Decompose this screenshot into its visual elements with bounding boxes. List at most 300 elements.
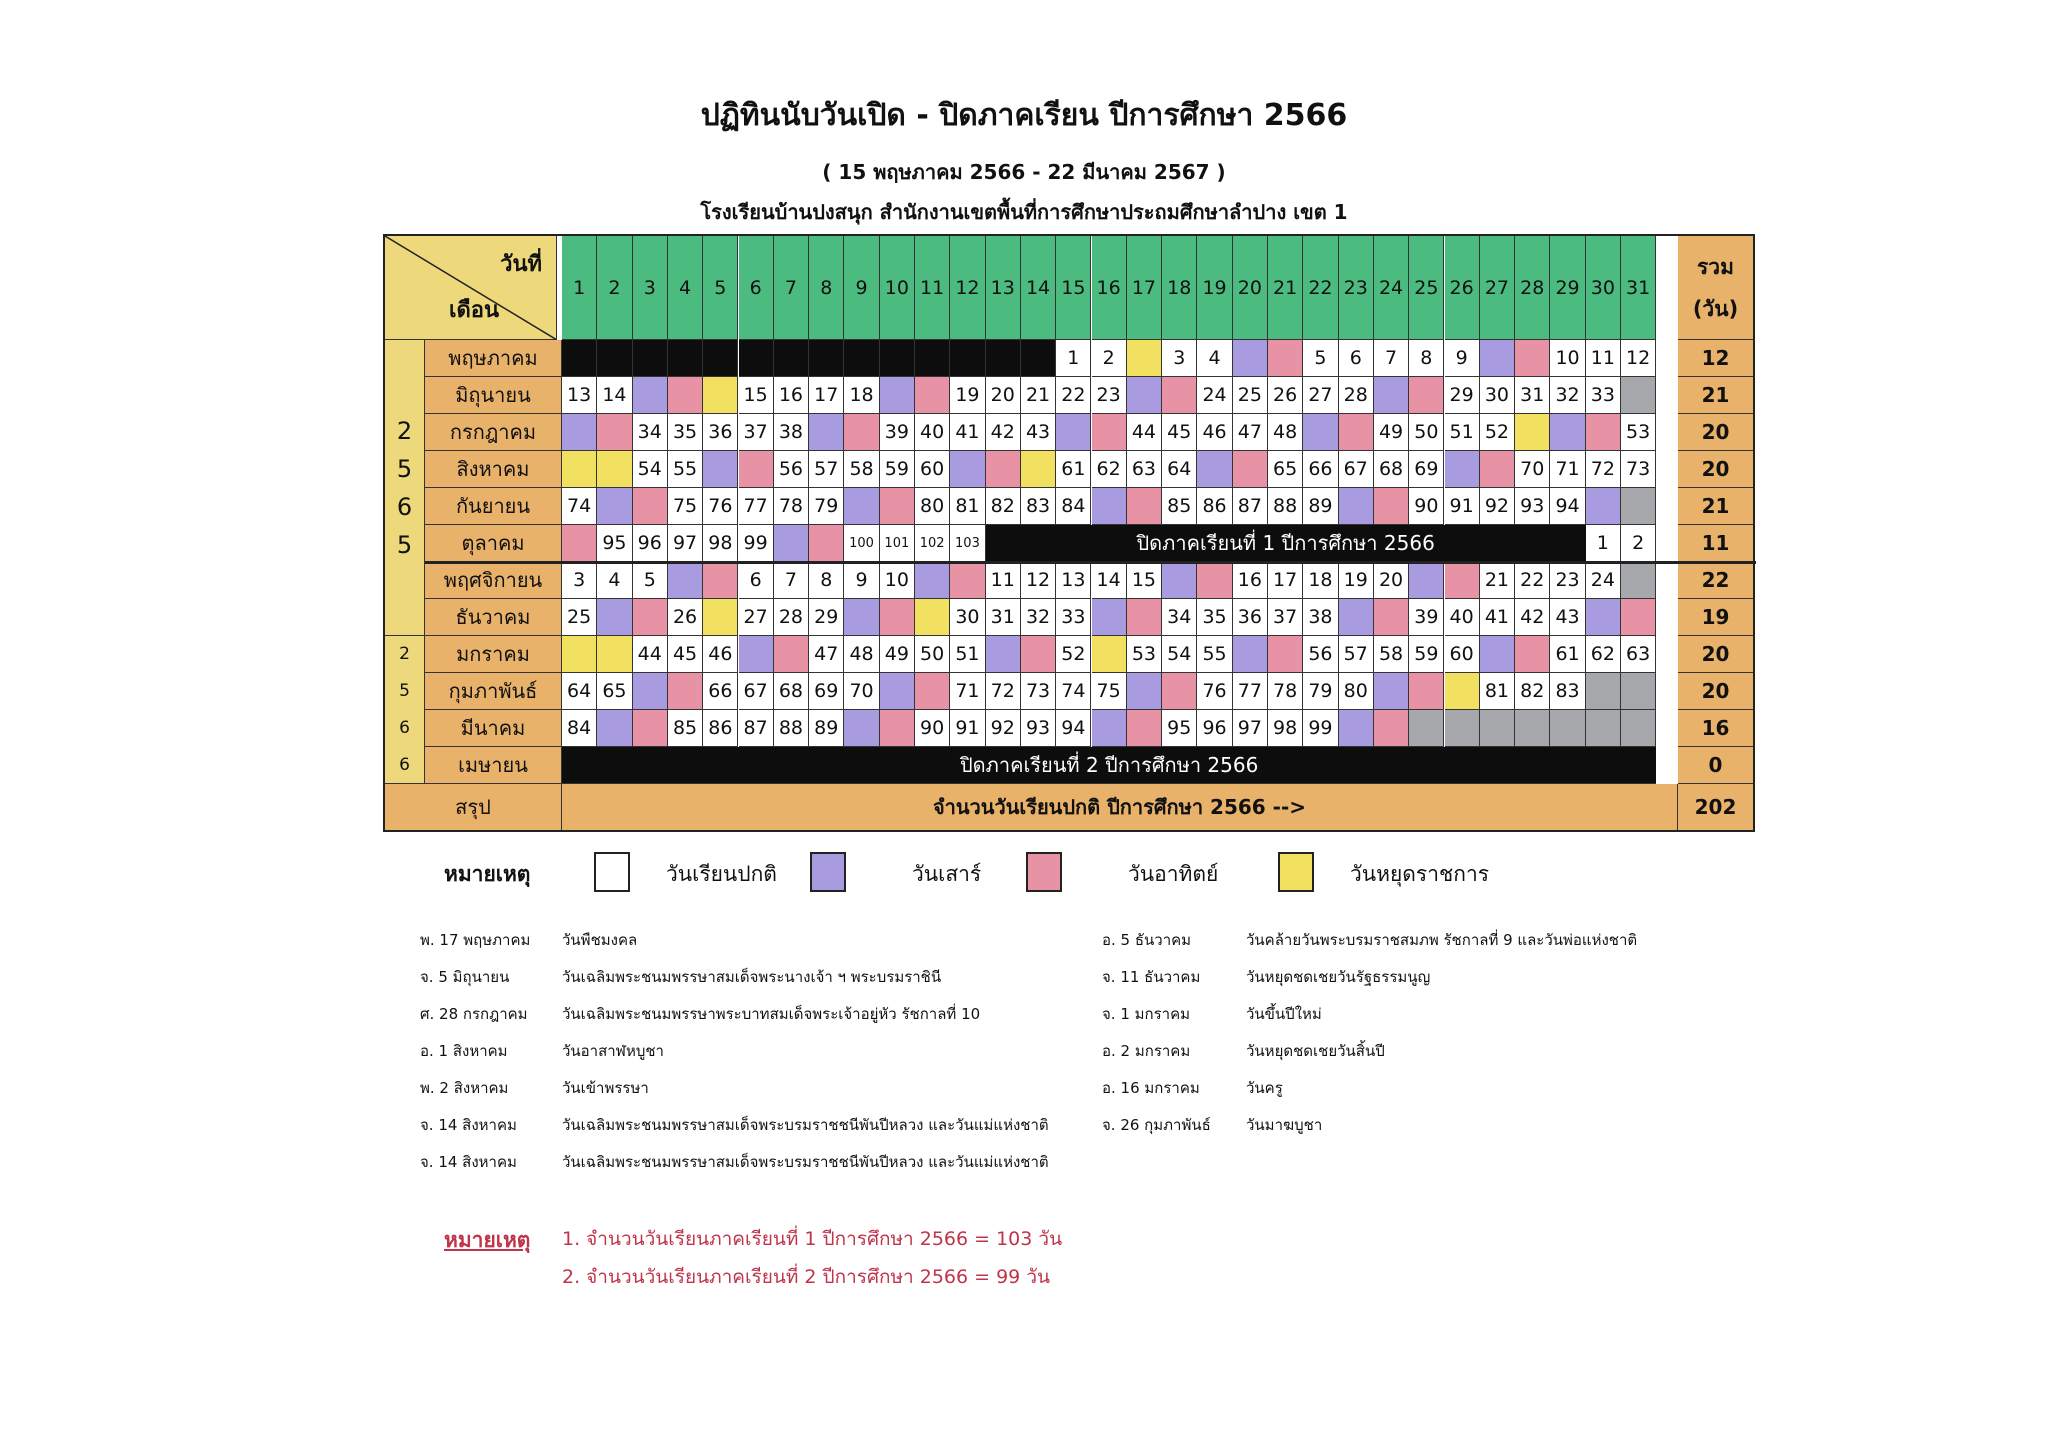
day-cell (1621, 673, 1656, 710)
month-header-label: เดือน (449, 298, 500, 323)
day-cell: 43 (1550, 599, 1585, 636)
day-cell (880, 377, 915, 414)
day-cell: 31 (1515, 377, 1550, 414)
day-cell: 81 (950, 488, 985, 525)
summary-total: 202 (1678, 784, 1753, 830)
day-cell (1197, 451, 1232, 488)
holiday-name: วันหยุดชดเชยวันสิ้นปี (1246, 1042, 1385, 1060)
month-name-cell: มีนาคม (425, 710, 562, 747)
day-cell: 22 (1056, 377, 1091, 414)
day-header-cell: 2 (597, 236, 632, 340)
day-cell (1233, 451, 1268, 488)
holiday-name: วันขึ้นปีใหม่ (1246, 1005, 1322, 1023)
day-cell: 45 (1162, 414, 1197, 451)
day-cell (1515, 710, 1550, 747)
day-cell: 14 (597, 377, 632, 414)
day-cell: 77 (1233, 673, 1268, 710)
day-cell: 93 (1515, 488, 1550, 525)
day-cell (562, 451, 597, 488)
day-cell (1374, 673, 1409, 710)
day-cell: 85 (668, 710, 703, 747)
day-cell: 35 (1197, 599, 1232, 636)
holiday-name: วันพืชมงคล (562, 931, 638, 949)
day-cell (1127, 340, 1162, 377)
day-cell (1162, 562, 1197, 599)
day-cell (1127, 599, 1162, 636)
day-cell (915, 377, 950, 414)
day-cell: 87 (739, 710, 774, 747)
day-cell: 48 (1268, 414, 1303, 451)
day-cell (703, 599, 738, 636)
day-cell: 85 (1162, 488, 1197, 525)
day-cell: 23 (1092, 377, 1127, 414)
day-cell: 7 (1374, 340, 1409, 377)
day-cell (1303, 414, 1338, 451)
day-cell (633, 340, 668, 377)
day-cell (1021, 340, 1056, 377)
day-header-cell: 9 (844, 236, 879, 340)
day-cell (915, 562, 950, 599)
day-cell: 80 (915, 488, 950, 525)
day-cell (880, 710, 915, 747)
day-cell (1021, 636, 1056, 673)
month-total-cell: 16 (1678, 710, 1753, 747)
day-cell: 69 (1409, 451, 1444, 488)
day-cell: 93 (1021, 710, 1056, 747)
day-cell (809, 414, 844, 451)
month-name-cell: มกราคม (425, 636, 562, 673)
day-cell: 57 (1339, 636, 1374, 673)
day-cell: 21 (1480, 562, 1515, 599)
holiday-name: วันเฉลิมพระชนมพรรษาสมเด็จพระบรมราชชนีพันปีหลวง และวันแม่แห่งชาติ (562, 1153, 1049, 1171)
holiday-date: อ. 2 มกราคม (1102, 1042, 1191, 1060)
holiday-date: จ. 14 สิงหาคม (420, 1116, 517, 1134)
day-header-cell: 1 (562, 236, 597, 340)
day-cell (597, 636, 632, 673)
note-line-2: 2. จำนวนวันเรียนภาคเรียนที่ 2 ปีการศึกษา 2566 = 99 วัน (562, 1266, 1050, 1288)
semester-divider (425, 561, 1756, 564)
summary-label: สรุป (385, 784, 562, 830)
holiday-name: วันเฉลิมพระชนมพรรษาสมเด็จพระนางเจ้า ฯ พระบรมราชินี (562, 968, 942, 986)
day-cell: 5 (1303, 340, 1338, 377)
day-cell: 18 (844, 377, 879, 414)
day-cell: 34 (1162, 599, 1197, 636)
day-cell: 21 (1021, 377, 1056, 414)
year-digit: 6 (396, 492, 413, 521)
day-cell (1127, 488, 1162, 525)
day-cell: 20 (1374, 562, 1409, 599)
day-cell: 55 (1197, 636, 1232, 673)
day-header-cell: 14 (1021, 236, 1056, 340)
day-cell: 83 (1021, 488, 1056, 525)
day-cell: 99 (1303, 710, 1338, 747)
month-name-cell: พฤศจิกายน (425, 562, 562, 599)
day-cell: 38 (774, 414, 809, 451)
day-cell: 34 (633, 414, 668, 451)
day-cell: 75 (668, 488, 703, 525)
holiday-name: วันครู (1246, 1079, 1283, 1097)
day-cell: 42 (986, 414, 1021, 451)
day-cell: 97 (1233, 710, 1268, 747)
day-cell: 86 (703, 710, 738, 747)
month-name-cell: ตุลาคม (425, 525, 562, 562)
total-header-bottom: (วัน) (1692, 296, 1739, 321)
day-cell: 61 (1550, 636, 1585, 673)
day-cell (880, 673, 915, 710)
day-cell: 3 (1162, 340, 1197, 377)
day-cell: 70 (1515, 451, 1550, 488)
day-cell: 63 (1621, 636, 1656, 673)
day-cell: 68 (1374, 451, 1409, 488)
day-cell: 41 (950, 414, 985, 451)
day-cell: 28 (1339, 377, 1374, 414)
school-name: โรงเรียนบ้านปงสนุก สำนักงานเขตพื้นที่การศึกษาประถมศึกษาลำปาง เขต 1 (700, 200, 1348, 224)
day-cell (739, 636, 774, 673)
day-cell: 25 (562, 599, 597, 636)
day-cell (668, 340, 703, 377)
day-cell: 50 (1409, 414, 1444, 451)
day-cell: 94 (1550, 488, 1585, 525)
day-cell: 19 (950, 377, 985, 414)
total-header-top: รวม (1697, 254, 1734, 279)
day-cell: 63 (1127, 451, 1162, 488)
day-cell: 8 (809, 562, 844, 599)
day-cell: 103 (950, 525, 985, 562)
day-cell (1233, 340, 1268, 377)
day-cell (950, 451, 985, 488)
day-cell (809, 340, 844, 377)
day-cell: 92 (986, 710, 1021, 747)
day-cell: 99 (739, 525, 774, 562)
day-cell: 66 (1303, 451, 1338, 488)
day-header-cell: 29 (1550, 236, 1585, 340)
day-cell: 43 (1021, 414, 1056, 451)
day-cell: 80 (1339, 673, 1374, 710)
month-total-cell: 21 (1678, 488, 1753, 525)
day-header-cell: 28 (1515, 236, 1550, 340)
day-header-cell: 5 (703, 236, 738, 340)
legend-swatch (810, 852, 846, 892)
day-cell (1021, 451, 1056, 488)
day-cell (668, 562, 703, 599)
month-total-cell: 20 (1678, 636, 1753, 673)
day-cell (880, 488, 915, 525)
day-cell: 17 (1268, 562, 1303, 599)
day-cell (1339, 414, 1374, 451)
year-cell-2566 (385, 636, 425, 784)
day-cell: 47 (1233, 414, 1268, 451)
day-cell: 2 (1092, 340, 1127, 377)
day-cell: 1 (1586, 525, 1621, 562)
legend-title: หมายเหตุ (444, 862, 531, 886)
holiday-date: อ. 1 สิงหาคม (420, 1042, 508, 1060)
day-header-cell: 10 (880, 236, 915, 340)
day-cell (1480, 340, 1515, 377)
day-cell (986, 340, 1021, 377)
year-digit: 5 (399, 680, 410, 701)
day-cell (1586, 488, 1621, 525)
holiday-name: วันหยุดชดเชยวันรัฐธรรมนูญ (1246, 968, 1431, 986)
day-cell: 86 (1197, 488, 1232, 525)
day-cell (1374, 710, 1409, 747)
day-cell: 56 (1303, 636, 1338, 673)
day-cell: 13 (562, 377, 597, 414)
day-cell: 30 (950, 599, 985, 636)
day-cell: 49 (880, 636, 915, 673)
day-header-cell: 26 (1445, 236, 1480, 340)
day-cell: 50 (915, 636, 950, 673)
day-header-cell: 20 (1233, 236, 1268, 340)
month-name-cell: เมษายน (425, 747, 562, 784)
day-header-cell: 7 (774, 236, 809, 340)
closed-term-band: ปิดภาคเรียนที่ 1 ปีการศึกษา 2566 (986, 525, 1586, 562)
holiday-name: วันอาสาฬหบูชา (562, 1042, 664, 1060)
day-cell: 11 (986, 562, 1021, 599)
day-header-cell: 21 (1268, 236, 1303, 340)
holiday-date: จ. 1 มกราคม (1102, 1005, 1191, 1023)
day-cell: 91 (1445, 488, 1480, 525)
legend-swatch (594, 852, 630, 892)
day-cell (1480, 451, 1515, 488)
day-cell: 54 (1162, 636, 1197, 673)
day-cell: 94 (1056, 710, 1091, 747)
day-cell: 49 (1374, 414, 1409, 451)
day-cell: 61 (1056, 451, 1091, 488)
holiday-name: วันมาฆบูชา (1246, 1116, 1323, 1134)
day-cell: 71 (950, 673, 985, 710)
note-line-1: 1. จำนวนวันเรียนภาคเรียนที่ 1 ปีการศึกษา 2566 = 103 วัน (562, 1228, 1063, 1250)
day-cell: 72 (986, 673, 1021, 710)
day-cell: 91 (950, 710, 985, 747)
day-cell: 10 (880, 562, 915, 599)
day-cell: 7 (774, 562, 809, 599)
year-digit: 5 (396, 454, 413, 483)
day-cell: 17 (809, 377, 844, 414)
day-cell: 60 (1445, 636, 1480, 673)
day-cell (1056, 414, 1091, 451)
day-cell: 3 (562, 562, 597, 599)
month-total-cell: 11 (1678, 525, 1753, 562)
day-cell (562, 636, 597, 673)
day-cell (739, 451, 774, 488)
day-cell (668, 673, 703, 710)
day-cell: 47 (809, 636, 844, 673)
day-cell (1515, 414, 1550, 451)
day-cell: 13 (1056, 562, 1091, 599)
year-digit: 2 (396, 416, 413, 445)
day-cell (1197, 562, 1232, 599)
day-cell: 87 (1233, 488, 1268, 525)
day-cell: 59 (1409, 636, 1444, 673)
day-cell (915, 673, 950, 710)
month-name-cell: พฤษภาคม (425, 340, 562, 377)
notes-title: หมายเหตุ (444, 1228, 531, 1252)
day-cell: 82 (1515, 673, 1550, 710)
day-cell (633, 599, 668, 636)
day-cell (1586, 673, 1621, 710)
page-subtitle: ( 15 พฤษภาคม 2566 - 22 มีนาคม 2567 ) (822, 160, 1226, 184)
day-cell: 52 (1056, 636, 1091, 673)
day-cell: 58 (1374, 636, 1409, 673)
legend-swatch (1278, 852, 1314, 892)
day-cell (1092, 414, 1127, 451)
month-name-cell: กันยายน (425, 488, 562, 525)
day-cell (597, 451, 632, 488)
holiday-date: จ. 11 ธันวาคม (1102, 968, 1201, 986)
day-cell: 64 (1162, 451, 1197, 488)
day-cell: 56 (774, 451, 809, 488)
month-total-cell: 20 (1678, 414, 1753, 451)
day-header-cell: 30 (1586, 236, 1621, 340)
day-cell (1515, 636, 1550, 673)
day-cell: 98 (703, 525, 738, 562)
day-cell: 36 (1233, 599, 1268, 636)
holiday-name: วันเฉลิมพระชนมพรรษาสมเด็จพระบรมราชชนีพันปีหลวง และวันแม่แห่งชาติ (562, 1116, 1049, 1134)
day-cell (1339, 599, 1374, 636)
day-cell (1374, 599, 1409, 636)
day-header-cell: 15 (1056, 236, 1091, 340)
year-digit: 6 (399, 754, 410, 775)
day-cell: 4 (597, 562, 632, 599)
day-cell: 83 (1550, 673, 1585, 710)
day-cell: 79 (809, 488, 844, 525)
day-cell (633, 673, 668, 710)
day-cell (739, 340, 774, 377)
day-cell (1445, 710, 1480, 747)
day-cell: 46 (1197, 414, 1232, 451)
day-cell: 73 (1621, 451, 1656, 488)
day-cell (1480, 710, 1515, 747)
day-cell: 92 (1480, 488, 1515, 525)
day-cell: 20 (986, 377, 1021, 414)
day-cell (774, 636, 809, 673)
day-header-cell: 6 (739, 236, 774, 340)
day-cell: 76 (703, 488, 738, 525)
day-header-cell: 4 (668, 236, 703, 340)
day-cell: 41 (1480, 599, 1515, 636)
day-cell: 89 (1303, 488, 1338, 525)
day-cell: 53 (1127, 636, 1162, 673)
day-cell: 4 (1197, 340, 1232, 377)
month-name-cell: มิถุนายน (425, 377, 562, 414)
summary-text: จำนวนวันเรียนปกติ ปีการศึกษา 2566 --> (562, 784, 1678, 830)
holiday-name: วันคล้ายวันพระบรมราชสมภพ รัชกาลที่ 9 และวันพ่อแห่งชาติ (1246, 931, 1638, 949)
day-cell (1586, 599, 1621, 636)
day-cell (1621, 710, 1656, 747)
day-cell (1621, 562, 1656, 599)
day-cell: 84 (562, 710, 597, 747)
day-cell: 88 (774, 710, 809, 747)
day-header-cell: 25 (1409, 236, 1444, 340)
day-cell (774, 340, 809, 377)
holiday-date: จ. 26 กุมภาพันธ์ (1102, 1116, 1211, 1134)
day-cell (1550, 414, 1585, 451)
day-cell: 44 (633, 636, 668, 673)
day-cell: 29 (1445, 377, 1480, 414)
holiday-date: จ. 5 มิถุนายน (420, 968, 510, 986)
day-cell: 14 (1092, 562, 1127, 599)
day-cell: 69 (809, 673, 844, 710)
day-cell: 39 (1409, 599, 1444, 636)
legend-label: วันเรียนปกติ (666, 862, 777, 886)
day-cell (1268, 636, 1303, 673)
day-cell: 67 (739, 673, 774, 710)
day-cell (844, 710, 879, 747)
day-cell (1268, 340, 1303, 377)
day-cell: 27 (739, 599, 774, 636)
day-cell (703, 451, 738, 488)
day-cell: 74 (562, 488, 597, 525)
year-digit: 5 (396, 530, 413, 559)
day-cell (1409, 562, 1444, 599)
day-cell (597, 710, 632, 747)
day-cell: 71 (1550, 451, 1585, 488)
day-cell (1339, 488, 1374, 525)
day-cell (844, 488, 879, 525)
day-cell: 51 (950, 636, 985, 673)
day-cell: 96 (633, 525, 668, 562)
month-total-cell: 20 (1678, 451, 1753, 488)
day-cell: 40 (915, 414, 950, 451)
day-cell: 24 (1197, 377, 1232, 414)
day-cell: 46 (703, 636, 738, 673)
day-header-cell: 24 (1374, 236, 1409, 340)
day-cell: 40 (1445, 599, 1480, 636)
day-cell (1445, 562, 1480, 599)
day-cell: 31 (986, 599, 1021, 636)
day-cell: 22 (1515, 562, 1550, 599)
day-cell: 57 (809, 451, 844, 488)
day-cell (1092, 636, 1127, 673)
day-cell: 38 (1303, 599, 1338, 636)
holiday-date: ศ. 28 กรกฎาคม (420, 1005, 528, 1023)
day-cell (562, 340, 597, 377)
day-cell: 65 (1268, 451, 1303, 488)
day-cell: 16 (774, 377, 809, 414)
day-cell (1092, 599, 1127, 636)
month-total-cell: 12 (1678, 340, 1753, 377)
year-digit: 6 (399, 717, 410, 738)
day-header-cell: 3 (633, 236, 668, 340)
day-cell: 96 (1197, 710, 1232, 747)
month-total-cell: 20 (1678, 673, 1753, 710)
day-cell: 12 (1621, 340, 1656, 377)
day-cell: 18 (1303, 562, 1338, 599)
day-cell (950, 340, 985, 377)
month-total-cell: 19 (1678, 599, 1753, 636)
day-cell: 28 (774, 599, 809, 636)
day-header-cell: 12 (950, 236, 985, 340)
day-cell: 51 (1445, 414, 1480, 451)
day-cell (1162, 377, 1197, 414)
legend-swatch (1026, 852, 1062, 892)
day-cell: 6 (739, 562, 774, 599)
day-cell (668, 377, 703, 414)
month-name-cell: ธันวาคม (425, 599, 562, 636)
day-cell (597, 414, 632, 451)
day-cell (1233, 636, 1268, 673)
day-cell (1550, 710, 1585, 747)
day-cell (1127, 673, 1162, 710)
day-cell (1339, 710, 1374, 747)
day-cell (1445, 451, 1480, 488)
holiday-date: อ. 5 ธันวาคม (1102, 931, 1192, 949)
day-cell: 67 (1339, 451, 1374, 488)
day-cell (915, 599, 950, 636)
day-header-cell: 23 (1339, 236, 1374, 340)
day-cell: 8 (1409, 340, 1444, 377)
year-cell-2565 (385, 340, 425, 636)
